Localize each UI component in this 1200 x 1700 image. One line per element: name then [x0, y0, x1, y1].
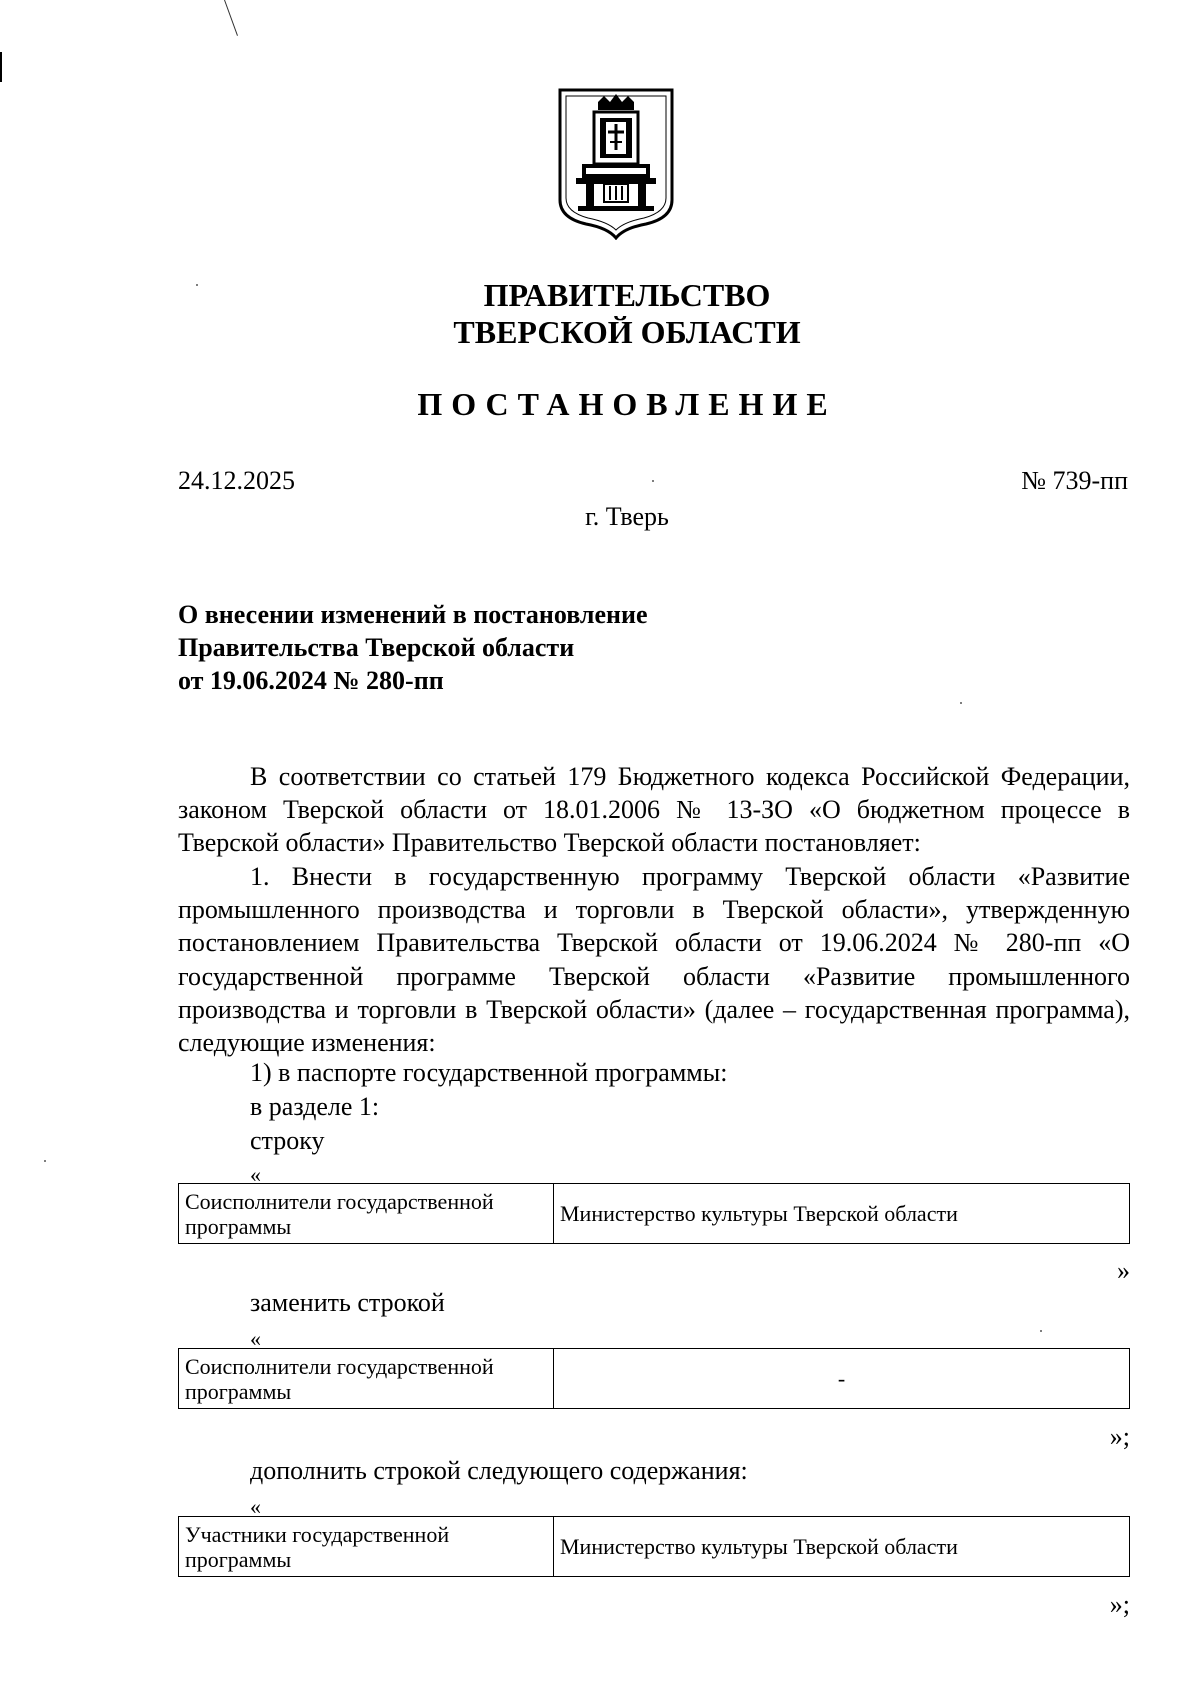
add-text: дополнить строкой следующего содержания:: [250, 1456, 748, 1485]
table-row: [179, 1184, 1130, 1244]
open-quote: «: [250, 1326, 261, 1351]
table-new-row: [178, 1348, 1130, 1409]
replace-text: заменить строкой: [250, 1288, 445, 1317]
scan-edge-mark: [0, 52, 2, 82]
subject-line: от 19.06.2024 № 280-пп: [178, 666, 444, 695]
table-cell-value: -: [554, 1349, 1130, 1409]
document-city: г. Тверь: [585, 502, 669, 531]
table-added-row: [178, 1516, 1130, 1577]
subject-line: О внесении изменений в постановление: [178, 600, 648, 629]
close-quote: »;: [1109, 1590, 1130, 1619]
document-number: № 739-пп: [1021, 466, 1128, 495]
coat-of-arms-emblem: [556, 88, 676, 240]
preamble-text: В соответствии со статьей 179 Бюджетного кодекса Российской Федерации, законом Тверской области от 18.01.2006 № 13-ЗО «О бюджетном процессе в Тверской области» Правительство Тверской области постановляет:: [178, 762, 1130, 858]
document-subject: [178, 598, 648, 697]
scan-dot: [652, 480, 654, 482]
table-cell-value: Министерство культуры Тверской области: [554, 1184, 1130, 1244]
open-quote: «: [250, 1494, 261, 1519]
org-title-line1: ПРАВИТЕЛЬСТВО: [483, 277, 771, 313]
item-1: 1) в паспорте государственной программы:: [250, 1058, 728, 1087]
scan-dot: [1040, 1330, 1042, 1332]
table-cell-value: Министерство культуры Тверской области: [554, 1517, 1130, 1577]
preamble-paragraph: [178, 760, 1130, 860]
close-quote: »;: [1109, 1422, 1130, 1451]
scan-dot: [44, 1160, 46, 1162]
document-type: ПОСТАНОВЛЕНИЕ: [417, 386, 837, 422]
scan-dot: [196, 284, 198, 286]
scan-dot: [960, 702, 962, 704]
document-date: 24.12.2025: [178, 466, 295, 495]
table-row: [179, 1517, 1130, 1577]
org-title-line2: ТВЕРСКОЙ ОБЛАСТИ: [453, 314, 801, 350]
scan-line-mark: [224, 0, 238, 36]
table-cell-label: Соисполнители государственной программы: [179, 1184, 554, 1244]
close-quote: »: [1117, 1256, 1130, 1285]
clause-1-paragraph: [178, 860, 1130, 1059]
table-cell-label: Соисполнители государственной программы: [179, 1349, 554, 1409]
open-quote: «: [250, 1162, 261, 1187]
subject-line: Правительства Тверской области: [178, 633, 575, 662]
clause-1-text: 1. Внести в государственную программу Тверской области «Развитие промышленного производства и торговли в Тверской области», утвержденную постановлением Правительства Тверской области от 19.06.2024 № 280-пп «О государственной программе Тверской области «Развитие промышленного производства и торговли в Тверской области» (далее – государственная программа), следующие изменения:: [178, 862, 1130, 1058]
table-old-row: [178, 1183, 1130, 1244]
row-word: строку: [250, 1126, 325, 1155]
section-ref: в разделе 1:: [250, 1092, 380, 1121]
table-row: [179, 1349, 1130, 1409]
table-cell-label: Участники государственной программы: [179, 1517, 554, 1577]
